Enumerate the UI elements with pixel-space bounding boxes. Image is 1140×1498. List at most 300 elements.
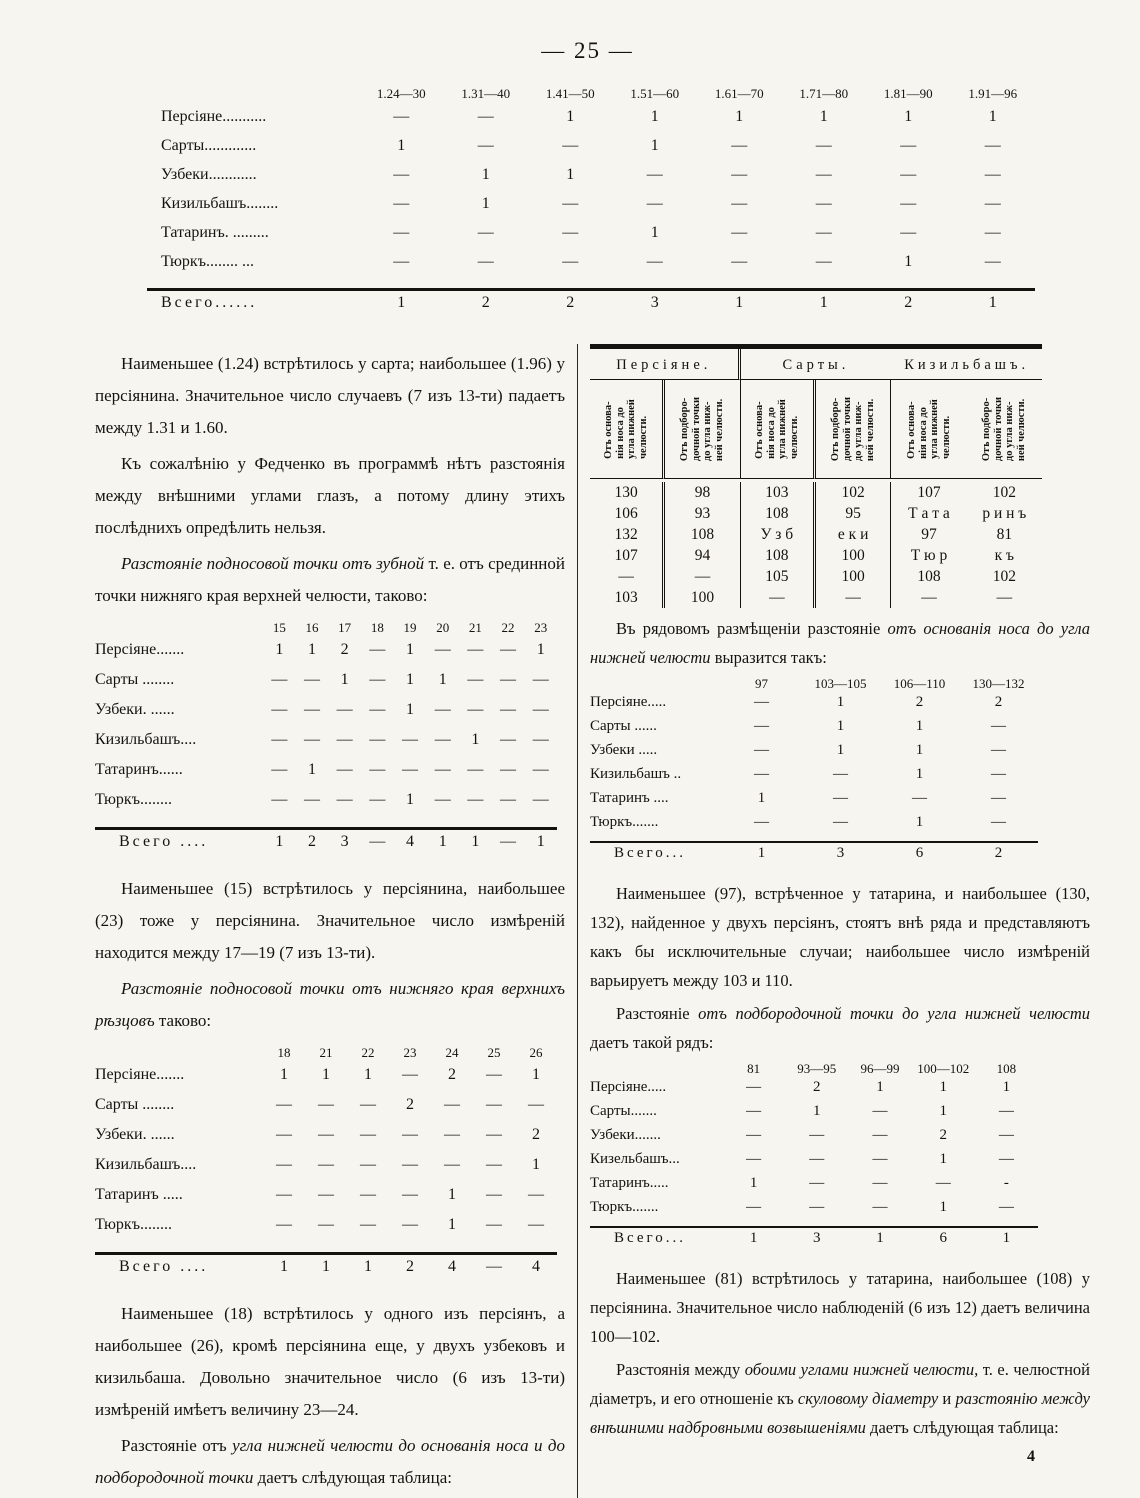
cell-value: — [935, 1175, 951, 1191]
column-header: 21 [468, 620, 482, 635]
cell-value: — [872, 1127, 888, 1143]
row-label: Кизильбашъ.... [95, 731, 197, 748]
cell-value: — [444, 1156, 460, 1173]
cell-value: — [318, 1096, 334, 1113]
cell-value: — [562, 224, 579, 241]
vertical-column-header [741, 380, 816, 479]
cell-value: 1 [406, 641, 415, 658]
total-value: 1 [988, 294, 997, 311]
cell-value: — [318, 1186, 334, 1203]
table-row [147, 108, 1035, 137]
vertical-header-line: челюсти. [788, 415, 800, 459]
row-label: Сарты ...... [590, 718, 657, 734]
table-row [147, 166, 1035, 195]
cell-value: — [486, 1126, 502, 1143]
cell-value: — [467, 641, 484, 658]
total-value: 1 [749, 1230, 758, 1246]
cell-value: — [477, 108, 494, 125]
cell-value: — [318, 1126, 334, 1143]
table-header-row [95, 1045, 557, 1066]
column-header: 17 [338, 620, 352, 635]
cell-value: — [872, 1151, 888, 1167]
cell-value: 1 [532, 1156, 540, 1173]
cell-value: — [369, 791, 386, 808]
cell-value: — [304, 701, 320, 718]
cell-value: — [500, 701, 517, 718]
vertical-header-line: ней челюсти. [864, 398, 876, 462]
cell-value: — [998, 1103, 1014, 1119]
row-label: Кизильбашъ.... [95, 1156, 197, 1173]
cell-value: — [434, 641, 451, 658]
paragraph: Наименьшее (1.24) встрѣтилось у сарта; наибольшее (1.96) у персіянина. Значительное число случаевъ (7 изъ 13-ти) падаетъ между 1.31 и 1.60. [95, 354, 565, 437]
vertical-header-line: угла нижней [776, 399, 788, 459]
cell-value: — [369, 701, 386, 718]
cell-value: — [360, 1216, 376, 1233]
total-rule [95, 1252, 557, 1255]
cell-value: 1 [1002, 1079, 1011, 1095]
row-label: Тюркъ........ [95, 1216, 172, 1233]
row-label: Сарты....... [590, 1103, 657, 1119]
total-value: 1 [322, 1258, 330, 1275]
row-label: Кизельбашъ... [590, 1151, 680, 1167]
cell-value: 108 [917, 568, 941, 585]
cell-value: — [984, 253, 1001, 270]
paragraph: Къ сожалѣнію у Федченко въ программѣ нѣтъ разстоянія между внѣшними углами глазъ, а потому длину этихъ послѣднихъ опредѣлить нельзя. [95, 454, 565, 537]
table-row [590, 1151, 1038, 1175]
cell-value: — [754, 766, 769, 782]
cell-value: — [532, 671, 549, 688]
column-header: 1.51—60 [630, 86, 680, 101]
column-header: 106—110 [893, 676, 946, 691]
cell-value: — [741, 587, 816, 608]
total-value: 1 [536, 833, 545, 850]
total-value: 6 [939, 1230, 947, 1246]
column-header: 103—105 [814, 676, 867, 691]
total-label: Всего... [614, 1230, 687, 1246]
paragraph: Разстояніе подносовой точки отъ зубной т. е. отъ срединной точки нижняго края верхней челюсти, таково: [95, 554, 565, 605]
cell-value: — [500, 761, 517, 778]
cell-value: 97 [921, 526, 937, 543]
cell-value: — [369, 641, 386, 658]
table-row [95, 1186, 557, 1216]
cell-value: 105 [741, 566, 816, 587]
vertical-header-line: Отъ подборо- [679, 397, 691, 462]
table-row [95, 1216, 557, 1246]
cell-value: — [646, 253, 663, 270]
cell-value: 1 [939, 1103, 947, 1119]
group-title: Кизильбашъ. [891, 349, 1042, 380]
row-label: Татаринъ ..... [95, 1186, 183, 1203]
cell-value: — [393, 166, 410, 183]
cell-value: — [360, 1126, 376, 1143]
row-label: Татаринъ..... [590, 1175, 669, 1191]
total-value: 2 [566, 294, 575, 311]
table-row [590, 718, 1038, 742]
cell-value: — [304, 791, 320, 808]
cell-value: р и н ъ [982, 505, 1027, 522]
table-row [590, 1127, 1038, 1151]
cell-value: — [984, 166, 1001, 183]
subnasal-incisor-table [95, 1045, 557, 1288]
cell-value: — [528, 1096, 544, 1113]
row-label: Тюркъ........ ... [161, 253, 254, 270]
cell-value: — [872, 1175, 888, 1191]
vertical-column-header [590, 380, 665, 479]
cell-value: — [562, 137, 579, 154]
cell-value: 1 [406, 791, 415, 808]
row-label: Узбеки....... [590, 1127, 661, 1143]
cell-value: 1 [988, 108, 997, 125]
cell-value: 102 [816, 482, 891, 503]
cell-value: — [402, 761, 419, 778]
total-label: Всего...... [161, 294, 258, 311]
cell-value: - [1003, 1175, 1009, 1191]
cell-value: — [746, 1151, 762, 1167]
column-header: 16 [305, 620, 319, 635]
cell-value: — [467, 761, 484, 778]
total-value: 4 [406, 833, 415, 850]
cell-value: 1 [448, 1216, 456, 1233]
cell-value: У з б [741, 524, 816, 545]
vertical-header-line: дочной точки [841, 396, 853, 462]
cell-value: — [500, 731, 517, 748]
cell-value: 1 [650, 108, 659, 125]
column-header: 1.41—50 [545, 86, 595, 101]
table-row [590, 742, 1038, 766]
total-value: 1 [438, 833, 447, 850]
cell-value: 98 [665, 482, 740, 503]
cell-value: — [500, 791, 517, 808]
cell-value: 1 [915, 742, 924, 758]
vertical-header-line: ней челюсти. [713, 398, 725, 462]
cell-value: 100 [816, 566, 891, 587]
cell-value: 1 [308, 761, 316, 778]
cell-value: 2 [406, 1096, 414, 1113]
row-label: Сарты............. [161, 137, 257, 154]
cell-value: — [486, 1156, 502, 1173]
column-header: 25 [487, 1045, 501, 1060]
cell-value: 81 [996, 526, 1013, 543]
cell-value: — [276, 1216, 292, 1233]
cell-value: — [984, 137, 1001, 154]
cell-value: 1 [340, 671, 349, 688]
column-header: 97 [755, 676, 768, 691]
table-row [590, 524, 1042, 545]
row-label: Персіяне....... [95, 641, 185, 658]
vertical-header-line: нія носа до [917, 407, 929, 459]
total-row [590, 1230, 1038, 1256]
cell-value: — [815, 224, 832, 241]
column-header: 108 [996, 1061, 1017, 1076]
row-label: Узбеки. ...... [95, 701, 175, 718]
table-row [590, 766, 1038, 790]
cell-value: 1 [438, 671, 447, 688]
vertical-header-line: Отъ основа- [753, 401, 765, 459]
signature-mark: 4 [1027, 1448, 1035, 1465]
table-row [147, 253, 1035, 282]
vertical-header-line: Отъ основа- [603, 401, 615, 459]
cell-value: — [562, 195, 579, 212]
cell-value: — [369, 761, 386, 778]
table-row [590, 566, 1042, 587]
cell-value: — [402, 1066, 418, 1083]
vertical-header-line: угла нижней [928, 399, 940, 459]
cell-value: — [393, 108, 410, 125]
row-label: Персіяне....... [95, 1066, 185, 1083]
total-value: 1 [735, 294, 744, 311]
cell-value: — [402, 1156, 418, 1173]
cell-value: — [500, 641, 517, 658]
cell-value: — [486, 1066, 502, 1083]
cell-value: — [467, 791, 484, 808]
cell-value: 2 [813, 1079, 821, 1095]
cell-value: 1 [280, 1066, 288, 1083]
cell-value: — [360, 1156, 376, 1173]
table-row [95, 671, 557, 701]
group-title: Сарты. [741, 349, 892, 380]
table-row [95, 761, 557, 791]
cell-value: — [477, 253, 494, 270]
cell-value: — [336, 791, 353, 808]
cell-value: 1 [939, 1151, 947, 1167]
cell-value: 1 [536, 641, 545, 658]
cell-value: 1 [650, 224, 659, 241]
cell-value: — [900, 195, 917, 212]
cell-value: — [500, 671, 517, 688]
cell-value: 1 [876, 1079, 884, 1095]
total-label: Всего .... [119, 833, 209, 850]
cell-value: 100 [816, 545, 891, 566]
paragraph: Наименьшее (81) встрѣтилось у татарина, наибольшее (108) у персіянина. Значительное число наблюденій (6 изъ 12) даетъ величина 100—102. [590, 1269, 1090, 1346]
total-value: 2 [481, 294, 490, 311]
cell-value: — [393, 224, 410, 241]
cell-value: — [746, 1199, 762, 1215]
vertical-header-line: дочной точки [690, 396, 702, 462]
vertical-header-line: Отъ подборо- [981, 397, 993, 462]
total-value: 3 [836, 845, 845, 861]
vertical-header-line: Отъ основа- [905, 401, 917, 459]
cell-value: 1 [939, 1199, 947, 1215]
cell-value: — [444, 1096, 460, 1113]
cell-value: Т ю р [910, 547, 948, 564]
cell-value: — [434, 761, 451, 778]
cell-value: — [900, 166, 917, 183]
cell-value: — [486, 1096, 502, 1113]
total-value: 1 [819, 294, 828, 311]
cell-value: — [434, 791, 451, 808]
cell-value: — [809, 1127, 825, 1143]
cell-value: к ъ [994, 547, 1015, 564]
cell-value: — [402, 731, 419, 748]
cell-value: 1 [308, 641, 316, 658]
cell-value: — [731, 224, 748, 241]
cell-value: 1 [819, 108, 828, 125]
table-row [590, 1079, 1038, 1103]
table-row [95, 701, 557, 731]
cell-value: — [731, 137, 748, 154]
cell-value: — [991, 718, 1006, 734]
cell-value: — [746, 1127, 762, 1143]
chin-point-range-table [590, 1061, 1038, 1256]
vertical-header-line: до угла ниж- [853, 401, 865, 462]
cell-value: 1 [904, 253, 913, 270]
total-value: — [486, 1258, 502, 1275]
table-row [95, 1156, 557, 1186]
cell-value: 2 [939, 1127, 947, 1143]
cell-value: 1 [448, 1186, 456, 1203]
cell-value: — [833, 814, 848, 830]
table-row [147, 224, 1035, 253]
total-value: 2 [994, 845, 1003, 861]
cell-value: 103 [590, 587, 665, 608]
column-header: 15 [272, 620, 286, 635]
column-header: 1.71—80 [799, 86, 849, 101]
cell-value: 1 [836, 718, 845, 734]
cell-value: 1 [836, 742, 845, 758]
total-row [95, 1258, 557, 1288]
cell-value: — [998, 1151, 1014, 1167]
cell-value: 1 [566, 166, 575, 183]
vertical-header-line: челюсти. [940, 415, 952, 459]
vertical-header-line: челюсти. [637, 415, 649, 459]
right-column [577, 344, 1090, 1498]
cell-value: — [816, 587, 891, 608]
cell-value: — [646, 166, 663, 183]
table-row [590, 790, 1038, 814]
cell-value: — [991, 766, 1006, 782]
cell-value: — [486, 1186, 502, 1203]
total-value: 2 [308, 833, 316, 850]
total-value: 1 [280, 1258, 288, 1275]
cell-value: — [815, 166, 832, 183]
cell-value: — [590, 566, 665, 587]
cell-value: — [731, 253, 748, 270]
table-header-row [590, 676, 1038, 694]
cell-value: — [900, 224, 917, 241]
vertical-header-line: угла нижней [626, 399, 638, 459]
cell-value: — [402, 1186, 418, 1203]
table-row [590, 1175, 1038, 1199]
cell-value: — [754, 718, 769, 734]
cell-value: 1 [749, 1175, 758, 1191]
total-value: 1 [364, 1258, 372, 1275]
cell-value: 1 [566, 108, 575, 125]
table-row [95, 1096, 557, 1126]
cell-value: — [369, 731, 386, 748]
total-value: 1 [275, 833, 284, 850]
cell-value: — [809, 1175, 825, 1191]
cell-value: — [402, 1216, 418, 1233]
vertical-column-header [891, 380, 966, 479]
cell-value: — [746, 1079, 762, 1095]
column-header: 22 [361, 1045, 375, 1060]
cell-value: — [276, 1096, 292, 1113]
paragraph: Разстояніе подносовой точки отъ нижняго края верхнихъ рѣзцовъ таково: [95, 979, 565, 1030]
cell-value: — [318, 1156, 334, 1173]
cell-value: 1 [532, 1066, 540, 1083]
cell-value: — [754, 694, 769, 710]
cell-value: 2 [994, 694, 1003, 710]
row-label: Тюркъ........ [95, 791, 172, 808]
cell-value: — [528, 1186, 544, 1203]
cell-value: 107 [917, 484, 941, 501]
cell-value: — [276, 1126, 292, 1143]
cell-value: 2 [340, 641, 349, 658]
cell-value: — [467, 671, 484, 688]
cell-value: 1 [904, 108, 913, 125]
cell-value: — [336, 761, 353, 778]
table-row [590, 482, 1042, 503]
column-header: 26 [529, 1045, 543, 1060]
total-rule [95, 827, 557, 830]
cell-value: 1 [915, 814, 924, 830]
cell-value: 1 [915, 766, 924, 782]
vertical-header-line: Отъ подборо- [830, 397, 842, 462]
cell-value: 1 [813, 1103, 821, 1119]
row-label: Татаринъ. ......... [161, 224, 269, 241]
row-label: Персіяне........... [161, 108, 267, 125]
cell-value: — [477, 224, 494, 241]
cell-value: 132 [590, 524, 665, 545]
table-header-row [147, 86, 1035, 108]
paragraph: Разстоянія между обоими углами нижней челюсти, т. е. челюстной діаметръ, и его отношеніе къ скуловому діаметру и разстоянію между внѣшними надбровными возвышеніями даетъ слѣдующая таблица: [590, 1360, 1090, 1437]
total-rule [147, 288, 1035, 291]
column-header: 93—95 [797, 1061, 837, 1076]
table-row [147, 195, 1035, 224]
cell-value: — [271, 701, 288, 718]
cell-value: — [434, 701, 451, 718]
column-header: 18 [277, 1045, 291, 1060]
total-value: 4 [448, 1258, 456, 1275]
row-label: Узбеки ..... [590, 742, 658, 758]
vertical-column-header [967, 380, 1042, 479]
cell-value: — [271, 671, 288, 688]
cell-value: 1 [481, 195, 490, 212]
top-frequency-table [147, 86, 1035, 324]
cell-value: — [304, 731, 320, 748]
cell-value: — [271, 731, 288, 748]
cell-value: — [809, 1151, 825, 1167]
total-label: Всего .... [119, 1258, 209, 1275]
table-row [147, 137, 1035, 166]
total-value: 1 [471, 833, 480, 850]
total-value: 1 [876, 1230, 884, 1246]
column-header: 23 [403, 1045, 417, 1060]
cell-value: 106 [590, 503, 665, 524]
cell-value: — [872, 1103, 888, 1119]
cell-value: 94 [665, 545, 740, 566]
table-row [95, 641, 557, 671]
column-header: 130—132 [972, 676, 1025, 691]
cell-value: — [833, 790, 848, 806]
cell-value: — [336, 701, 353, 718]
cell-value: 2 [532, 1126, 540, 1143]
paragraph: Наименьшее (97), встрѣченное у татарина, и наибольшее (130, 132), найденное у двухъ персіянъ, стоятъ внѣ ряда и представляютъ какъ бы исключительные случаи; наибольшее число измѣреній варьируетъ между 103 и 110. [590, 884, 1090, 990]
vertical-header-line: до угла ниж- [702, 401, 714, 462]
cell-value: — [467, 701, 484, 718]
vertical-header-line: дочной точки [992, 396, 1004, 462]
cell-value: — [754, 814, 769, 830]
row-label: Узбеки. ...... [95, 1126, 175, 1143]
cell-value: — [991, 790, 1006, 806]
cell-value: — [900, 137, 917, 154]
cell-value: 103 [741, 482, 816, 503]
cell-value: — [276, 1156, 292, 1173]
column-header: 18 [370, 620, 384, 635]
cell-value: 1 [406, 701, 415, 718]
cell-value: 1 [836, 694, 845, 710]
cell-value: — [360, 1186, 376, 1203]
